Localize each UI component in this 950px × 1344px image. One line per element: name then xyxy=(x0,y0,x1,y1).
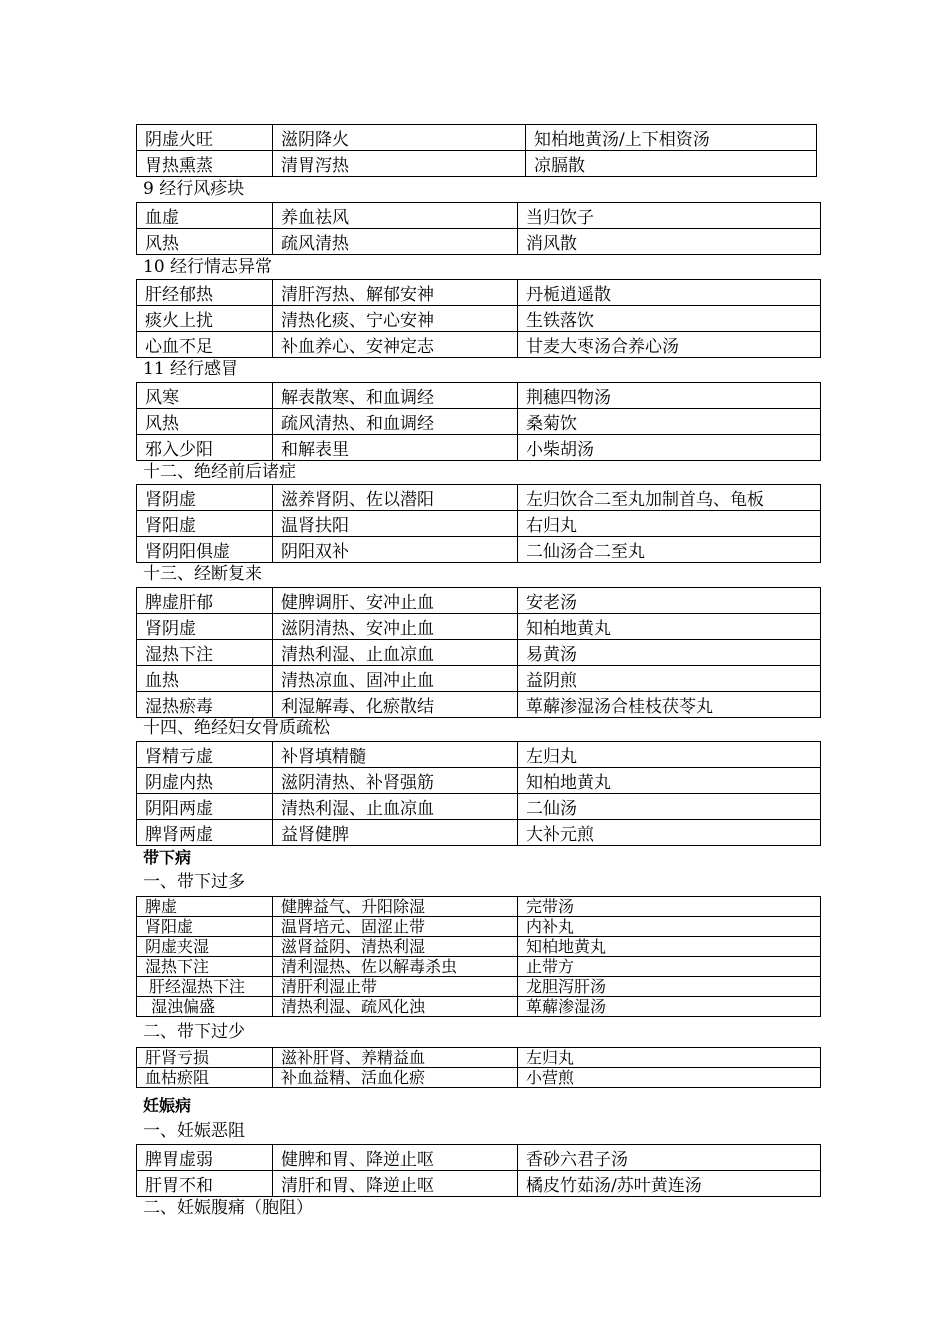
formula-cell: 左归饮合二至丸加制首乌、龟板 xyxy=(518,485,821,511)
table-row xyxy=(137,794,821,820)
table-row xyxy=(137,332,821,358)
pattern-cell: 肝经郁热 xyxy=(137,280,273,306)
formula-cell: 小营煎 xyxy=(518,1068,821,1088)
formula-cell: 内补丸 xyxy=(518,917,821,937)
treatment-cell: 清利湿热、佐以解毒杀虫 xyxy=(273,957,518,977)
section-heading: 十二、绝经前后诸症 xyxy=(143,462,296,482)
formula-cell: 萆薢渗湿汤合桂枝茯苓丸 xyxy=(518,692,821,718)
treatment-cell: 温肾培元、固涩止带 xyxy=(273,917,518,937)
formula-cell: 香砂六君子汤 xyxy=(518,1145,821,1171)
table-row xyxy=(137,1171,821,1197)
section-heading: 一、妊娠恶阻 xyxy=(143,1121,245,1141)
table-row xyxy=(137,937,821,957)
syndrome-table xyxy=(136,741,821,846)
treatment-cell: 滋养肾阴、佐以潜阳 xyxy=(273,485,518,511)
formula-cell: 小柴胡汤 xyxy=(518,435,821,461)
table-row xyxy=(137,977,821,997)
syndrome-table xyxy=(136,896,821,1017)
formula-cell: 大补元煎 xyxy=(518,820,821,846)
pattern-cell: 痰火上扰 xyxy=(137,306,273,332)
formula-cell: 当归饮子 xyxy=(518,203,821,229)
treatment-cell: 养血祛风 xyxy=(273,203,518,229)
treatment-cell: 解表散寒、和血调经 xyxy=(273,383,518,409)
formula-cell: 左归丸 xyxy=(518,1048,821,1068)
pattern-cell: 肾精亏虚 xyxy=(137,742,273,768)
treatment-cell: 清肝和胃、降逆止呕 xyxy=(273,1171,518,1197)
table-row xyxy=(137,768,821,794)
treatment-cell: 滋阴清热、安冲止血 xyxy=(273,614,518,640)
treatment-cell: 清胃泻热 xyxy=(273,151,526,177)
formula-cell: 知柏地黄汤/上下相资汤 xyxy=(526,125,817,151)
treatment-cell: 滋阴清热、补肾强筋 xyxy=(273,768,518,794)
treatment-cell: 清热利湿、止血凉血 xyxy=(273,794,518,820)
formula-cell: 益阴煎 xyxy=(518,666,821,692)
table-row xyxy=(137,1145,821,1171)
table-row xyxy=(137,537,821,563)
treatment-cell: 清热凉血、固冲止血 xyxy=(273,666,518,692)
syndrome-table xyxy=(136,124,817,177)
table-row xyxy=(137,897,821,917)
pattern-cell: 肾阴虚 xyxy=(137,485,273,511)
section-heading: 二、妊娠腹痛（胞阻） xyxy=(143,1198,313,1218)
treatment-cell: 健脾调肝、安冲止血 xyxy=(273,588,518,614)
pattern-cell: 脾胃虚弱 xyxy=(137,1145,273,1171)
section-heading: 十四、绝经妇女骨质疏松 xyxy=(143,718,330,738)
pattern-cell: 湿浊偏盛 xyxy=(137,997,273,1017)
pattern-cell: 风热 xyxy=(137,409,273,435)
formula-cell: 生铁落饮 xyxy=(518,306,821,332)
formula-cell: 桑菊饮 xyxy=(518,409,821,435)
treatment-cell: 清肝利湿止带 xyxy=(273,977,518,997)
pattern-cell: 肾阴虚 xyxy=(137,614,273,640)
table-row xyxy=(137,151,817,177)
pattern-cell: 阴虚内热 xyxy=(137,768,273,794)
pattern-cell: 脾虚 xyxy=(137,897,273,917)
syndrome-table xyxy=(136,382,821,461)
section-heading: 十三、经断复来 xyxy=(143,564,262,584)
syndrome-table xyxy=(136,202,821,255)
formula-cell: 二仙汤合二至丸 xyxy=(518,537,821,563)
table-row xyxy=(137,203,821,229)
table-row xyxy=(137,1068,821,1088)
treatment-cell: 健脾和胃、降逆止呕 xyxy=(273,1145,518,1171)
table-row xyxy=(137,917,821,937)
treatment-cell: 滋肾益阴、清热利湿 xyxy=(273,937,518,957)
table-row xyxy=(137,692,821,718)
table-row xyxy=(137,409,821,435)
pattern-cell: 肝经湿热下注 xyxy=(137,977,273,997)
pattern-cell: 风寒 xyxy=(137,383,273,409)
treatment-cell: 和解表里 xyxy=(273,435,518,461)
table-row xyxy=(137,280,821,306)
formula-cell: 止带方 xyxy=(518,957,821,977)
formula-cell: 易黄汤 xyxy=(518,640,821,666)
syndrome-table xyxy=(136,1047,821,1088)
treatment-cell: 清肝泻热、解郁安神 xyxy=(273,280,518,306)
treatment-cell: 补肾填精髓 xyxy=(273,742,518,768)
pattern-cell: 肝胃不和 xyxy=(137,1171,273,1197)
pattern-cell: 阴阳两虚 xyxy=(137,794,273,820)
syndrome-table xyxy=(136,279,821,358)
table-row xyxy=(137,383,821,409)
pattern-cell: 阴虚火旺 xyxy=(137,125,273,151)
chapter-heading: 带下病 xyxy=(143,848,192,867)
treatment-cell: 温肾扶阳 xyxy=(273,511,518,537)
treatment-cell: 利湿解毒、化瘀散结 xyxy=(273,692,518,718)
treatment-cell: 补血养心、安神定志 xyxy=(273,332,518,358)
treatment-cell: 疏风清热、和血调经 xyxy=(273,409,518,435)
syndrome-table xyxy=(136,587,821,718)
table-row xyxy=(137,666,821,692)
pattern-cell: 脾虚肝郁 xyxy=(137,588,273,614)
section-heading: 二、带下过少 xyxy=(143,1022,245,1042)
pattern-cell: 湿热下注 xyxy=(137,957,273,977)
table-row xyxy=(137,820,821,846)
pattern-cell: 肾阳虚 xyxy=(137,917,273,937)
section-heading: 9 经行风疹块 xyxy=(143,179,245,199)
table-row xyxy=(137,435,821,461)
chapter-heading: 妊娠病 xyxy=(143,1096,192,1115)
table-row xyxy=(137,125,817,151)
formula-cell: 二仙汤 xyxy=(518,794,821,820)
table-row xyxy=(137,229,821,255)
formula-cell: 知柏地黄丸 xyxy=(518,937,821,957)
pattern-cell: 湿热瘀毒 xyxy=(137,692,273,718)
section-heading: 一、带下过多 xyxy=(143,872,245,892)
pattern-cell: 风热 xyxy=(137,229,273,255)
treatment-cell: 清热利湿、止血凉血 xyxy=(273,640,518,666)
treatment-cell: 阴阳双补 xyxy=(273,537,518,563)
formula-cell: 右归丸 xyxy=(518,511,821,537)
section-heading: 10 经行情志异常 xyxy=(143,257,273,277)
formula-cell: 橘皮竹茹汤/苏叶黄连汤 xyxy=(518,1171,821,1197)
formula-cell: 知柏地黄丸 xyxy=(518,614,821,640)
table-row xyxy=(137,511,821,537)
table-row xyxy=(137,614,821,640)
table-row xyxy=(137,640,821,666)
treatment-cell: 补血益精、活血化瘀 xyxy=(273,1068,518,1088)
formula-cell: 凉膈散 xyxy=(526,151,817,177)
formula-cell: 消风散 xyxy=(518,229,821,255)
treatment-cell: 清热化痰、宁心安神 xyxy=(273,306,518,332)
treatment-cell: 清热利湿、疏风化浊 xyxy=(273,997,518,1017)
pattern-cell: 阴虚夹湿 xyxy=(137,937,273,957)
pattern-cell: 血热 xyxy=(137,666,273,692)
pattern-cell: 湿热下注 xyxy=(137,640,273,666)
formula-cell: 完带汤 xyxy=(518,897,821,917)
table-row xyxy=(137,588,821,614)
pattern-cell: 血枯瘀阻 xyxy=(137,1068,273,1088)
pattern-cell: 肾阳虚 xyxy=(137,511,273,537)
treatment-cell: 益肾健脾 xyxy=(273,820,518,846)
formula-cell: 萆薢渗湿汤 xyxy=(518,997,821,1017)
pattern-cell: 胃热熏蒸 xyxy=(137,151,273,177)
pattern-cell: 血虚 xyxy=(137,203,273,229)
formula-cell: 荆穗四物汤 xyxy=(518,383,821,409)
section-heading: 11 经行感冒 xyxy=(143,359,239,379)
formula-cell: 安老汤 xyxy=(518,588,821,614)
formula-cell: 甘麦大枣汤合养心汤 xyxy=(518,332,821,358)
table-row xyxy=(137,485,821,511)
formula-cell: 左归丸 xyxy=(518,742,821,768)
treatment-cell: 滋阴降火 xyxy=(273,125,526,151)
pattern-cell: 肾阴阳俱虚 xyxy=(137,537,273,563)
pattern-cell: 肝肾亏损 xyxy=(137,1048,273,1068)
syndrome-table xyxy=(136,484,821,563)
table-row xyxy=(137,742,821,768)
treatment-cell: 滋补肝肾、养精益血 xyxy=(273,1048,518,1068)
treatment-cell: 疏风清热 xyxy=(273,229,518,255)
pattern-cell: 邪入少阳 xyxy=(137,435,273,461)
table-row xyxy=(137,306,821,332)
pattern-cell: 脾肾两虚 xyxy=(137,820,273,846)
table-row xyxy=(137,997,821,1017)
table-row xyxy=(137,1048,821,1068)
table-row xyxy=(137,957,821,977)
pattern-cell: 心血不足 xyxy=(137,332,273,358)
treatment-cell: 健脾益气、升阳除湿 xyxy=(273,897,518,917)
formula-cell: 知柏地黄丸 xyxy=(518,768,821,794)
formula-cell: 丹栀逍遥散 xyxy=(518,280,821,306)
formula-cell: 龙胆泻肝汤 xyxy=(518,977,821,997)
syndrome-table xyxy=(136,1144,821,1197)
